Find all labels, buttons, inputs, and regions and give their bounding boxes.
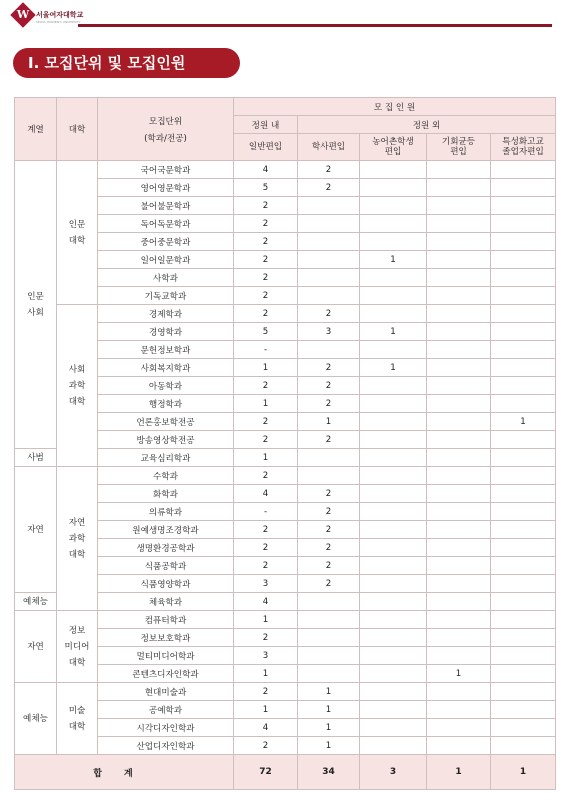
quota-equal — [427, 593, 491, 611]
quota-bachelor: 1 — [298, 413, 360, 431]
quota-bachelor: 2 — [298, 431, 360, 449]
quota-farm — [360, 179, 427, 197]
quota-farm — [360, 647, 427, 665]
col-header-unit — [98, 98, 234, 161]
quota-farm — [360, 305, 427, 323]
col-header-unit-sub: (학과/전공) — [144, 133, 187, 144]
quota-equal — [427, 251, 491, 269]
quota-equal — [427, 575, 491, 593]
quota-equal — [427, 197, 491, 215]
department-name: 화학과 — [98, 485, 234, 503]
quota-special — [491, 593, 556, 611]
quota-farm — [360, 665, 427, 683]
quota-special — [491, 305, 556, 323]
quota-equal — [427, 179, 491, 197]
quota-general: 1 — [234, 665, 298, 683]
quota-farm: 1 — [360, 359, 427, 377]
college-label-line: 대학 — [68, 396, 86, 407]
quota-bachelor — [298, 629, 360, 647]
quota-bachelor: 2 — [298, 377, 360, 395]
quota-general: 1 — [234, 359, 298, 377]
quota-special — [491, 179, 556, 197]
quota-special — [491, 359, 556, 377]
quota-special — [491, 395, 556, 413]
quota-general: 2 — [234, 251, 298, 269]
quota-farm — [360, 161, 427, 179]
section-title: Ⅰ. 모집단위 및 모집인원 — [13, 48, 240, 78]
quota-bachelor: 2 — [298, 161, 360, 179]
quota-bachelor: 3 — [298, 323, 360, 341]
quota-bachelor: 1 — [298, 701, 360, 719]
quota-general: 5 — [234, 179, 298, 197]
table-row — [15, 611, 556, 629]
department-name: 수학과 — [98, 467, 234, 485]
quota-general: 2 — [234, 305, 298, 323]
quota-special — [491, 431, 556, 449]
department-name: 생명환경공학과 — [98, 539, 234, 557]
quota-general: 2 — [234, 215, 298, 233]
quota-bachelor — [298, 467, 360, 485]
quota-farm — [360, 341, 427, 359]
college-cell — [57, 305, 98, 467]
college-label-line: 정보 — [68, 625, 86, 636]
quota-bachelor: 2 — [298, 503, 360, 521]
quota-bachelor — [298, 647, 360, 665]
field-cell — [15, 611, 57, 683]
quota-general: 1 — [234, 611, 298, 629]
department-name: 독어독문학과 — [98, 215, 234, 233]
quota-general: 2 — [234, 431, 298, 449]
table-row — [15, 467, 556, 485]
quota-bachelor: 1 — [298, 683, 360, 701]
quota-equal — [427, 215, 491, 233]
col-header-bachelor-transfer: 학사편입 — [298, 134, 360, 161]
field-cell — [15, 449, 57, 467]
quota-equal — [427, 521, 491, 539]
college-label-line: 미디어 — [64, 641, 90, 652]
quota-special — [491, 737, 556, 755]
quota-bachelor — [298, 269, 360, 287]
college-label-line: 대학 — [68, 657, 86, 668]
quota-special — [491, 287, 556, 305]
department-name: 시각디자인학과 — [98, 719, 234, 737]
document-header — [0, 0, 563, 34]
quota-general: 2 — [234, 413, 298, 431]
quota-equal — [427, 395, 491, 413]
quota-equal — [427, 359, 491, 377]
quota-bachelor: 2 — [298, 521, 360, 539]
quota-general: 4 — [234, 485, 298, 503]
col-header-general-transfer: 일반편입 — [234, 134, 298, 161]
total-equal: 1 — [427, 755, 491, 790]
department-name: 원예생명조경학과 — [98, 521, 234, 539]
quota-farm — [360, 431, 427, 449]
college-cell — [57, 161, 98, 305]
quota-farm — [360, 467, 427, 485]
quota-equal — [427, 467, 491, 485]
field-label: 예체능 — [23, 596, 48, 607]
department-name: 중어중문학과 — [98, 233, 234, 251]
quota-general: 2 — [234, 629, 298, 647]
quota-farm — [360, 197, 427, 215]
quota-equal — [427, 485, 491, 503]
quota-farm — [360, 233, 427, 251]
col-header-farm-transfer — [360, 134, 427, 161]
quota-farm — [360, 269, 427, 287]
quota-equal — [427, 449, 491, 467]
college-label-line: 사회 — [68, 364, 86, 375]
quota-special — [491, 323, 556, 341]
quota-farm — [360, 521, 427, 539]
university-name: 서울여자대학교 — [36, 11, 84, 19]
quota-equal — [427, 719, 491, 737]
quota-bachelor — [298, 665, 360, 683]
college-label-line: 미술 — [68, 705, 86, 716]
quota-bachelor: 2 — [298, 395, 360, 413]
quota-special — [491, 629, 556, 647]
quota-farm — [360, 701, 427, 719]
col-header-equal-line2: 편입 — [450, 147, 467, 157]
col-header-field: 계열 — [15, 98, 57, 161]
quota-bachelor: 2 — [298, 557, 360, 575]
department-name: 교육심리학과 — [98, 449, 234, 467]
quota-equal — [427, 503, 491, 521]
total-farm: 3 — [360, 755, 427, 790]
col-header-equal-transfer — [427, 134, 491, 161]
total-row — [15, 755, 556, 790]
department-name: 식품공학과 — [98, 557, 234, 575]
quota-bachelor — [298, 215, 360, 233]
quota-general: 2 — [234, 557, 298, 575]
college-label-line: 대학 — [68, 721, 86, 732]
quota-equal — [427, 269, 491, 287]
field-label: 자연 — [27, 524, 44, 535]
field-label-line: 사회 — [27, 307, 44, 318]
quota-bachelor — [298, 287, 360, 305]
quota-equal — [427, 701, 491, 719]
quota-farm — [360, 377, 427, 395]
quota-bachelor — [298, 197, 360, 215]
quota-special — [491, 683, 556, 701]
col-header-special-transfer — [491, 134, 556, 161]
quota-bachelor: 2 — [298, 485, 360, 503]
quota-special: 1 — [491, 413, 556, 431]
department-name: 식품영양학과 — [98, 575, 234, 593]
quota-farm — [360, 683, 427, 701]
quota-special — [491, 557, 556, 575]
field-label-line: 인문 — [27, 291, 44, 302]
department-name: 경제학과 — [98, 305, 234, 323]
col-header-equal-line1: 기회균등 — [441, 137, 476, 147]
quota-farm — [360, 485, 427, 503]
quota-farm — [360, 215, 427, 233]
quota-bachelor — [298, 611, 360, 629]
quota-farm — [360, 629, 427, 647]
college-label-line: 인문 — [68, 219, 86, 230]
quota-general: 3 — [234, 575, 298, 593]
quota-general: 2 — [234, 269, 298, 287]
quota-bachelor: 1 — [298, 737, 360, 755]
quota-special — [491, 503, 556, 521]
quota-general: 2 — [234, 197, 298, 215]
quota-equal — [427, 629, 491, 647]
quota-bachelor: 2 — [298, 305, 360, 323]
quota-equal — [427, 161, 491, 179]
col-header-quota-group: 모 집 인 원 — [234, 98, 556, 116]
quota-special — [491, 251, 556, 269]
department-name: 영어영문학과 — [98, 179, 234, 197]
col-header-special-line2: 졸업자편입 — [502, 147, 544, 157]
department-name: 현대미술과 — [98, 683, 234, 701]
quota-special — [491, 467, 556, 485]
quota-general: - — [234, 503, 298, 521]
quota-bachelor: 1 — [298, 719, 360, 737]
department-name: 체육학과 — [98, 593, 234, 611]
quota-special — [491, 539, 556, 557]
quota-general: 4 — [234, 593, 298, 611]
field-cell — [15, 683, 57, 755]
quota-general: 2 — [234, 521, 298, 539]
quota-general: 4 — [234, 161, 298, 179]
college-cell — [57, 683, 98, 755]
quota-bachelor — [298, 341, 360, 359]
quota-equal — [427, 377, 491, 395]
quota-farm: 1 — [360, 251, 427, 269]
quota-equal — [427, 539, 491, 557]
department-name: 행정학과 — [98, 395, 234, 413]
col-header-outside-quota: 정원 외 — [298, 116, 556, 134]
quota-general: 5 — [234, 323, 298, 341]
college-label-line: 자연 — [68, 517, 86, 528]
quota-equal — [427, 431, 491, 449]
quota-bachelor: 2 — [298, 575, 360, 593]
quota-equal — [427, 305, 491, 323]
quota-farm — [360, 449, 427, 467]
table-row — [15, 683, 556, 701]
col-header-special-line1: 특성화고교 — [502, 137, 544, 147]
quota-farm — [360, 719, 427, 737]
quota-bachelor — [298, 233, 360, 251]
department-name: 기독교학과 — [98, 287, 234, 305]
quota-general: 2 — [234, 467, 298, 485]
field-label: 자연 — [27, 641, 44, 652]
quota-farm — [360, 503, 427, 521]
quota-farm — [360, 557, 427, 575]
quota-special — [491, 485, 556, 503]
total-label: 합계 — [15, 755, 234, 790]
quota-equal — [427, 647, 491, 665]
quota-farm — [360, 611, 427, 629]
quota-bachelor — [298, 449, 360, 467]
quota-farm — [360, 395, 427, 413]
quota-special — [491, 233, 556, 251]
department-name: 국어국문학과 — [98, 161, 234, 179]
col-header-college: 대학 — [57, 98, 98, 161]
field-cell — [15, 593, 57, 611]
total-special: 1 — [491, 755, 556, 790]
department-name: 아동학과 — [98, 377, 234, 395]
department-name: 경영학과 — [98, 323, 234, 341]
department-name: 콘텐츠디자인학과 — [98, 665, 234, 683]
department-name: 사학과 — [98, 269, 234, 287]
quota-special — [491, 161, 556, 179]
quota-farm — [360, 575, 427, 593]
department-name: 컴퓨터학과 — [98, 611, 234, 629]
quota-special — [491, 611, 556, 629]
quota-special — [491, 341, 556, 359]
quota-general: 4 — [234, 719, 298, 737]
quota-equal — [427, 737, 491, 755]
quota-bachelor: 2 — [298, 539, 360, 557]
admission-quota-table — [14, 97, 556, 790]
quota-general: 1 — [234, 449, 298, 467]
col-header-farm-line1: 농어촌학생 — [372, 137, 414, 147]
college-label-line: 대학 — [68, 235, 86, 246]
field-cell — [15, 161, 57, 449]
college-label-line: 과학 — [68, 533, 86, 544]
quota-equal — [427, 341, 491, 359]
quota-farm — [360, 737, 427, 755]
col-header-farm-line2: 편입 — [384, 147, 402, 157]
logo-letter: W — [16, 8, 30, 21]
total-general: 72 — [234, 755, 298, 790]
quota-special — [491, 215, 556, 233]
quota-equal — [427, 683, 491, 701]
quota-equal — [427, 233, 491, 251]
quota-farm — [360, 539, 427, 557]
col-header-within-quota: 정원 내 — [234, 116, 298, 134]
quota-equal — [427, 413, 491, 431]
quota-general: 1 — [234, 395, 298, 413]
total-bachelor: 34 — [298, 755, 360, 790]
quota-special — [491, 197, 556, 215]
college-label-line: 대학 — [68, 549, 86, 560]
department-name: 정보보호학과 — [98, 629, 234, 647]
quota-special — [491, 719, 556, 737]
department-name: 사회복지학과 — [98, 359, 234, 377]
university-sub: SEOUL WOMEN'S UNIVERSITY — [36, 20, 81, 24]
quota-farm: 1 — [360, 323, 427, 341]
department-name: 문헌정보학과 — [98, 341, 234, 359]
quota-equal — [427, 611, 491, 629]
college-cell — [57, 611, 98, 683]
college-label-line: 과학 — [68, 380, 86, 391]
quota-farm — [360, 287, 427, 305]
col-header-unit-label: 모집단위 — [148, 116, 183, 127]
table-row — [15, 305, 556, 323]
department-name: 불어불문학과 — [98, 197, 234, 215]
quota-general: 2 — [234, 233, 298, 251]
field-label: 사범 — [27, 452, 44, 463]
quota-general: 2 — [234, 377, 298, 395]
department-name: 멀티미디어학과 — [98, 647, 234, 665]
table-row — [15, 161, 556, 179]
quota-general: 2 — [234, 539, 298, 557]
quota-general: 3 — [234, 647, 298, 665]
department-name: 의류학과 — [98, 503, 234, 521]
quota-bachelor: 2 — [298, 179, 360, 197]
department-name: 산업디자인학과 — [98, 737, 234, 755]
quota-equal — [427, 287, 491, 305]
quota-general: 2 — [234, 287, 298, 305]
header-divider — [78, 24, 552, 27]
quota-bachelor — [298, 251, 360, 269]
quota-special — [491, 665, 556, 683]
department-name: 일어일문학과 — [98, 251, 234, 269]
quota-equal: 1 — [427, 665, 491, 683]
quota-special — [491, 575, 556, 593]
quota-special — [491, 521, 556, 539]
quota-equal — [427, 323, 491, 341]
quota-special — [491, 377, 556, 395]
quota-special — [491, 647, 556, 665]
department-name: 언론홍보학전공 — [98, 413, 234, 431]
quota-general: 2 — [234, 683, 298, 701]
college-cell — [57, 467, 98, 611]
quota-bachelor: 2 — [298, 359, 360, 377]
quota-farm — [360, 593, 427, 611]
quota-farm — [360, 413, 427, 431]
quota-special — [491, 449, 556, 467]
quota-equal — [427, 557, 491, 575]
department-name: 공예학과 — [98, 701, 234, 719]
quota-general: 1 — [234, 701, 298, 719]
quota-general: 2 — [234, 737, 298, 755]
quota-general: - — [234, 341, 298, 359]
quota-special — [491, 701, 556, 719]
quota-special — [491, 269, 556, 287]
department-name: 방송영상학전공 — [98, 431, 234, 449]
quota-bachelor — [298, 593, 360, 611]
field-cell — [15, 467, 57, 593]
field-label: 예체능 — [23, 713, 48, 724]
